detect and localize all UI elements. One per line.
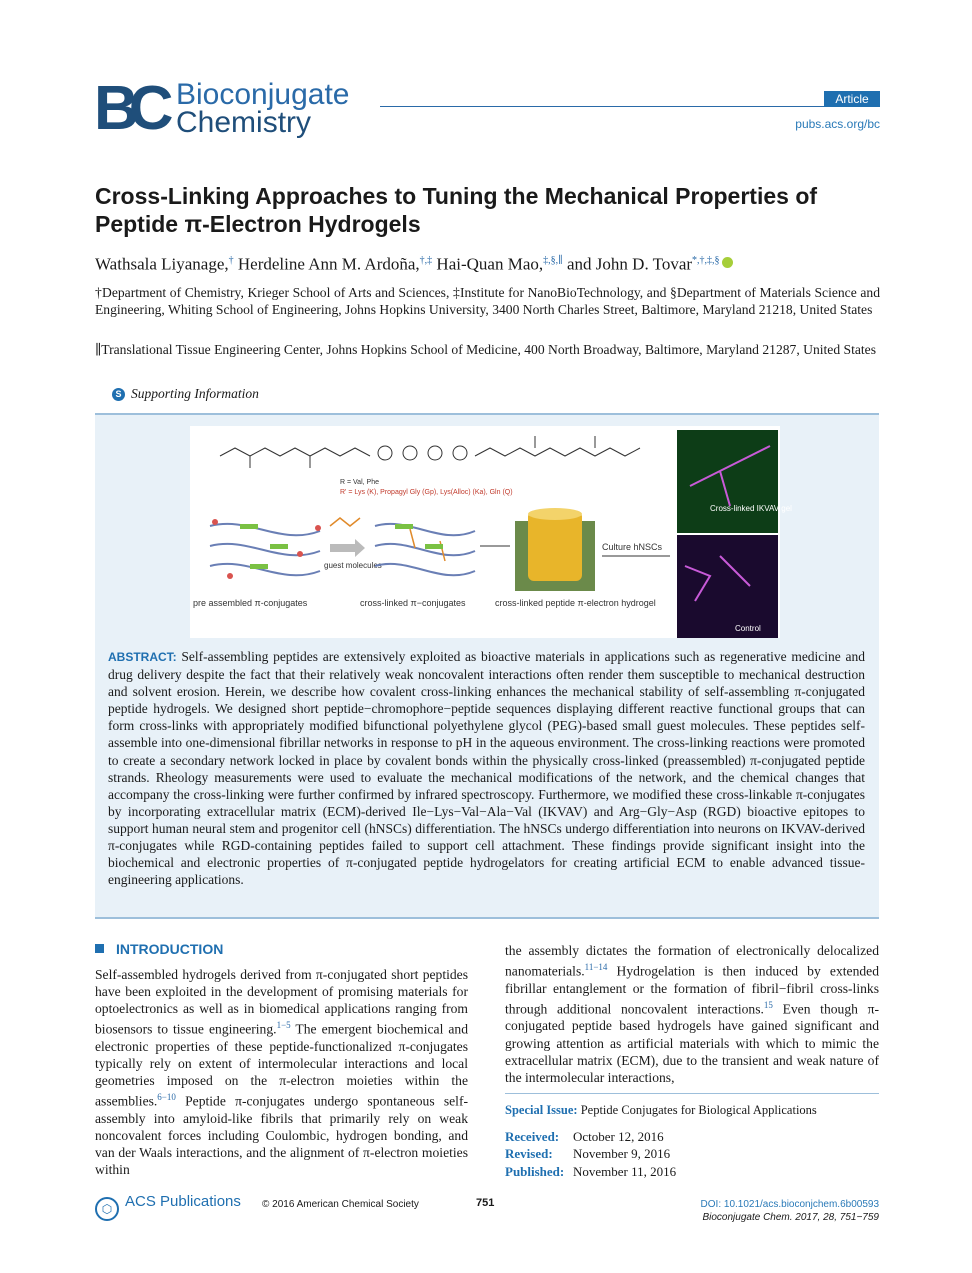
citation-link[interactable]: 11−14: [584, 962, 608, 973]
body-text: Even though π-conjugated peptide based hydrogels have gained significant and growing attention as artificial materials with which to mimic the extracellular matrix (ECM), due to the transient and weak nature of the intermolecular interactions,: [505, 1001, 879, 1085]
author-name[interactable]: Herdeline Ann M. Ardoña,: [237, 254, 420, 274]
title-line-1: Cross-Linking Approaches to Tuning the Mechanical Properties of: [95, 183, 818, 209]
article-title: [95, 182, 895, 238]
hydrogel-vial-image: [515, 508, 595, 591]
author-name[interactable]: Hai-Quan Mao,: [436, 254, 544, 274]
micrograph-ikvav: [677, 430, 778, 533]
date-label: Published:: [505, 1163, 565, 1179]
page-number: 751: [476, 1197, 495, 1209]
doi-block: [640, 1198, 879, 1224]
abstract: [108, 648, 865, 888]
author-affil-mark: ‡,§,∥: [543, 255, 563, 266]
body-column-left: [95, 966, 468, 1178]
journal-url-link[interactable]: pubs.acs.org/bc: [795, 117, 880, 131]
article-type-badge: Article: [824, 91, 880, 107]
affiliation-1: †Department of Chemistry, Krieger School of Arts and Sciences, ‡Institute for NanoBioTechnology, and §Department of Materials Science and Engineering, Whiting School of Engineering, Johns Hopkins University, 3400 North Charles Street, Baltimore, Maryland 21218, United States: [95, 285, 880, 317]
supporting-info-icon: S: [112, 388, 125, 401]
chemical-structure: [220, 436, 640, 468]
body-column-right: [505, 942, 879, 1086]
citation: Bioconjugate Chem. 2017, 28, 751−759: [702, 1212, 879, 1223]
micrograph-ikvav-label: Cross-linked IKVAV gel: [710, 504, 792, 513]
special-issue-value: Peptide Conjugates for Biological Applications: [580, 1103, 817, 1117]
author-name[interactable]: and John D. Tovar: [567, 254, 693, 274]
micrograph-control: [677, 535, 778, 638]
body-text: Hydrogelation is then induced by extended fibrillar entanglement or the formation of fibril−fibril cross-links through additional noncovalent interactions.: [505, 963, 879, 1017]
section-bullet-icon: [95, 944, 104, 953]
date-label: Revised:: [505, 1146, 553, 1162]
special-issue-label: Special Issue:: [505, 1103, 578, 1117]
date-value: October 12, 2016: [573, 1129, 664, 1144]
abstract-text: Self-assembling peptides are extensively exploited as bioactive materials in applications such as regenerative medicine and drug delivery despite the fact that their relatively weak noncovalent interactions often render them susceptible to mechanical destruction and solvent erosion. Herein, we describe how covalent cross-linking enhances the mechanical stability of self-assembling π-conjugated peptide hydrogels. We designed short peptide−chromophore−peptide sequences displaying different reactive functional groups that can form cross-links with appropriately modified bifunctional polyethylene glycol (PEG)-based small guest molecules. These peptides self-assemble into one-dimensional fibrillar networks in response to pH in the aqueous environment. The cross-linking reactions were promoted to create a secondary network locked in place by covalent bonds within the physically cross-linked (preassembled) π-conjugated peptide strands. Rheology measurements were used to evaluate the mechanical modifications of the network, and the chemical changes that accompany the cross-linking were further confirmed by infrared spectroscopy. Furthermore, we modified these cross-linkable π-conjugates by incorporating extracellular matrix (ECM)-derived Ile−Lys−Val−Ala−Val (IKVAV) and Arg−Gly−Asp (RGD) bioactive epitopes to support human neural stem and progenitor cell (hNSCs) differentiation. The hNSCs undergo differentiation into neurons on IKVAV-derived π-conjugates while RGD-containing peptides failed to support cell attachment. These findings provide significant insight into the biochemical and electronic properties of π-conjugated peptide hydrogelators for creating artificial ECM to enable advanced tissue-engineering applications.: [108, 649, 865, 888]
title-line-2: Peptide π-Electron Hydrogels: [95, 211, 421, 237]
logo-line1: Bioconjugate: [176, 78, 350, 111]
pre-assembled-fibrils: [210, 519, 321, 579]
journal-logo: [94, 74, 384, 143]
r-group-label: R = Val, Phe: [340, 479, 379, 486]
author-affil-mark: †: [228, 255, 234, 266]
abstract-label: ABSTRACT:: [108, 650, 177, 664]
publisher-name: ACS Publications: [125, 1193, 241, 1210]
date-revised: [505, 1145, 676, 1162]
guest-label: guest molecules: [324, 561, 382, 570]
citation-link[interactable]: 1−5: [276, 1020, 291, 1031]
author-name[interactable]: Wathsala Liyanage,: [95, 254, 229, 274]
hydrogel-label: cross-linked peptide π-electron hydrogel: [495, 598, 656, 608]
author-affil-mark: *,†,‡,§: [692, 255, 720, 266]
body-text: Peptide π-conjugates undergo spontaneous self-assembly into amyloid-like fibrils that primarily rely on weak noncovalent forces including Coulombic, hydrogen bonding, and van der Waals interactions, and the alignment of π-electron moieties within: [95, 1093, 468, 1178]
acs-hexagon-icon: ⬡: [95, 1197, 119, 1221]
logo-line2: Chemistry: [176, 106, 312, 139]
date-label: Received:: [505, 1129, 560, 1144]
date-published: [505, 1163, 676, 1180]
body-text: Self-assembled hydrogels derived from π-conjugated short peptides have been exploited in the development of promising materials for optoelectronics as well as in biomedical applications ranging from biosensors to tissue engineering.: [95, 967, 468, 1037]
article-dates: [505, 1128, 676, 1180]
toc-graphic: [190, 426, 792, 638]
affiliation-2: ∥Translational Tissue Engineering Center, Johns Hopkins School of Medicine, 400 North Broadway, Baltimore, Maryland 21287, United States: [95, 342, 876, 357]
body-text: The emergent biochemical and electronic properties of these peptide-functionalized π-conjugates typically rely on extent of intermolecular interactions and local geometries imposed on the π-electron moieties within the assemblies.: [95, 1021, 468, 1109]
citation-link[interactable]: 15: [763, 999, 773, 1010]
micrograph-control-label: Control: [735, 624, 761, 633]
logo-mark: BC: [94, 74, 164, 143]
r-prime-label: R' = Lys (K), Propagyl Gly (Gp), Lys(Alloc) (Ka), Gln (Q): [340, 489, 513, 496]
section-heading-text: INTRODUCTION: [116, 941, 224, 957]
special-issue: [505, 1103, 817, 1118]
section-heading-introduction: [95, 941, 223, 957]
doi-link[interactable]: DOI: 10.1021/acs.bioconjchem.6b00593: [700, 1199, 879, 1210]
supporting-info-label: Supporting Information: [131, 386, 259, 401]
body-text: the assembly dictates the formation of electronically delocalized nanomaterials.: [505, 943, 879, 979]
date-value: November 11, 2016: [573, 1163, 677, 1179]
special-issue-rule: [505, 1093, 879, 1094]
date-value: November 9, 2016: [573, 1146, 671, 1162]
pre-assembled-label: pre assembled π-conjugates: [193, 598, 308, 608]
copyright: © 2016 American Chemical Society: [262, 1199, 419, 1210]
date-received: [505, 1128, 676, 1145]
citation-link[interactable]: 6−10: [157, 1092, 176, 1103]
author-list: [95, 250, 895, 276]
cross-linked-fibrils: [375, 524, 475, 575]
orcid-icon[interactable]: [722, 257, 733, 268]
cross-linked-label: cross-linked π−conjugates: [360, 598, 466, 608]
guest-molecules: [330, 518, 365, 557]
author-affil-mark: †,‡: [419, 255, 433, 266]
culture-label: Culture hNSCs: [602, 542, 663, 552]
header-rule: [380, 106, 880, 107]
supporting-info-link[interactable]: [112, 386, 259, 402]
acs-publications-logo[interactable]: [95, 1193, 241, 1221]
